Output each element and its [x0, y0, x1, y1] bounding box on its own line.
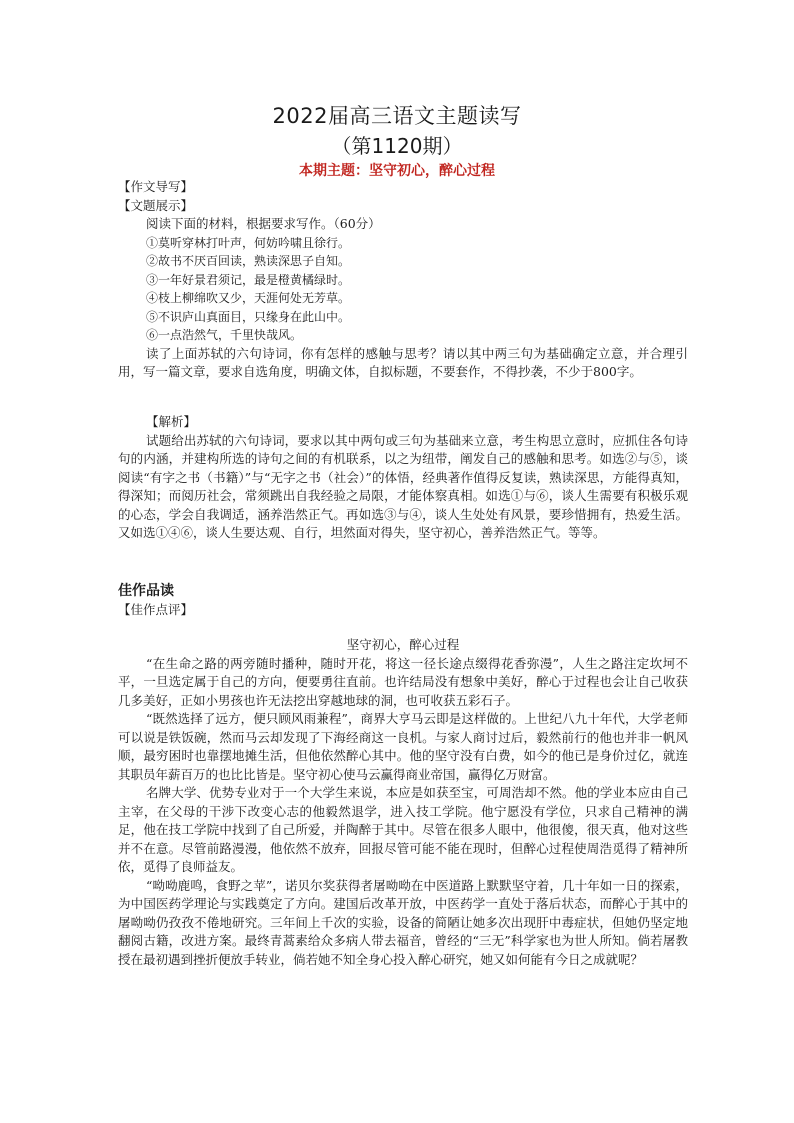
poem-line: ②故书不厌百回读，熟读深思子自知。 [146, 254, 351, 268]
poem-line: ③一年好景君须记，最是橙黄橘绿时。 [146, 272, 351, 287]
issue-number: （第1120期） [331, 134, 463, 158]
essay-paragraph: “在生命之路的两旁随时播种，随时开花，将这一径长途点缀得花香弥漫”，人生之路注定坎坷不平，一旦选定属于自己的方向，便要勇往直前。也许结局没有想象中美好，醉心于过程也会让自己收获几多美好，正如小男孩也许无法挖出穿越地球的洞，也可收获五彩石子。 [118, 655, 688, 708]
essay-section-heading: 佳作品读 [118, 583, 174, 599]
prompt-instruction: 阅读下面的材料，根据要求写作。（60分） [146, 216, 381, 231]
essay-body [118, 636, 688, 969]
essay-comment-label: 【佳作点评】 [118, 601, 194, 617]
guide-label: 【作文导写】 [118, 179, 194, 194]
essay-section [118, 582, 688, 619]
poem-line: ⑤不识庐山真面目，只缘身在此山中。 [146, 309, 351, 324]
prompt-label: 【文题展示】 [118, 197, 194, 213]
essay-paragraph: “既然选择了远方，便只顾风雨兼程”，商界大亨马云即是这样做的。上世纪八九十年代，大学老师可以说是铁饭碗，然而马云却发现了下海经商这一良机。与家人商讨过后，毅然前行的他也并非一帆风顺，最穷困时也靠摆地摊生活，但他依然醉心其中。他的坚守没有白费，如今的他已是身价过亿，就连其职员年薪百万的也比比皆是。坚守初心使马云赢得商业帝国，赢得亿万财富。 [118, 711, 688, 782]
essay-paragraph: 名牌大学、优势专业对于一个大学生来说，本应是如获至宝，可周浩却不然。他的学业本应由自己主宰，在父母的干涉下改变心志的他毅然退学，进入技工学院。他宁愿没有学位，只求自己精神的满足，他在技工学院中找到了自己所爱，并陶醉于其中。尽管在很多人眼中，他很傻，很天真，他对这些并不在意。尽管前路漫漫，他依然不放弃，回报尽管可能不能在现时，但醉心过程使周浩觅得了精神所依，觅得了良师益友。 [118, 785, 688, 874]
issue-theme: 本期主题：坚守初心，醉心过程 [299, 163, 495, 179]
guide-section [118, 178, 688, 382]
analysis-text: 试题给出苏轼的六句诗词，要求以其中两句或三句为基础来立意，考生构思立意时，应抓住各句诗句的内涵，并建构所选的诗句之间的有机联系，以之为纽带，阐发自己的感触和思考。如选②与⑤，谈阅读“有字之书（书籍）”与“无字之书（社会）”的体悟，经典著作值得反复读，熟读深思，方能得真知，得深知；而阅历社会，常须跳出自我经验之局限，才能体察真相。如选①与⑥，谈人生需要有积极乐观的心态，学会自我调适，涵养浩然正气。再如选③与④，谈人生处处有风景，要珍惜拥有，热爱生活。又如选①④⑥，谈人生要达观、自行，坦然面对得失，坚守初心，善养浩然正气。等等。 [118, 432, 688, 540]
poem-line: ⑥一点浩然气，千里快哉风。 [146, 328, 303, 342]
essay-paragraph: “呦呦鹿鸣，食野之苹”，诺贝尔奖获得者屠呦呦在中医道路上默默坚守着，几十年如一日的探索，为中国医药学理论与实践奠定了方向。建国后改革开放，中医药学一直处于落后状态，而醉心于其中的屠呦呦仍孜孜不倦地研究。三年间上千次的实验，设备的简陋让她多次出现肝中毒症状，但她仍坚定地翻阅古籍，改进方案。最终青蒿素给众多病人带去福音，曾经的“三无”科学家也为世人所知。倘若屠教授在最初遇到挫折便放手转业，倘若她不知全身心投入醉心研究，她又如何能有今日之成就呢？ [118, 877, 688, 967]
essay-title: 坚守初心，醉心过程 [346, 637, 460, 652]
document-title: 2022届高三语文主题读写 [272, 104, 522, 128]
prompt-requirement: 读了上面苏轼的六句诗词，你有怎样的感触与思考？请以其中两三句为基础确定立意，并合理引用，写一篇文章，要求自选角度，明确文体，自拟标题，不要套作，不得抄袭，不少于800字。 [118, 345, 688, 379]
poem-line: ①莫听穿林打叶声，何妨吟啸且徐行。 [146, 235, 351, 250]
analysis-section [118, 413, 688, 543]
analysis-label: 【解析】 [146, 414, 197, 429]
poem-line: ④枝上柳绵吹又少，天涯何处无芳草。 [146, 291, 351, 305]
